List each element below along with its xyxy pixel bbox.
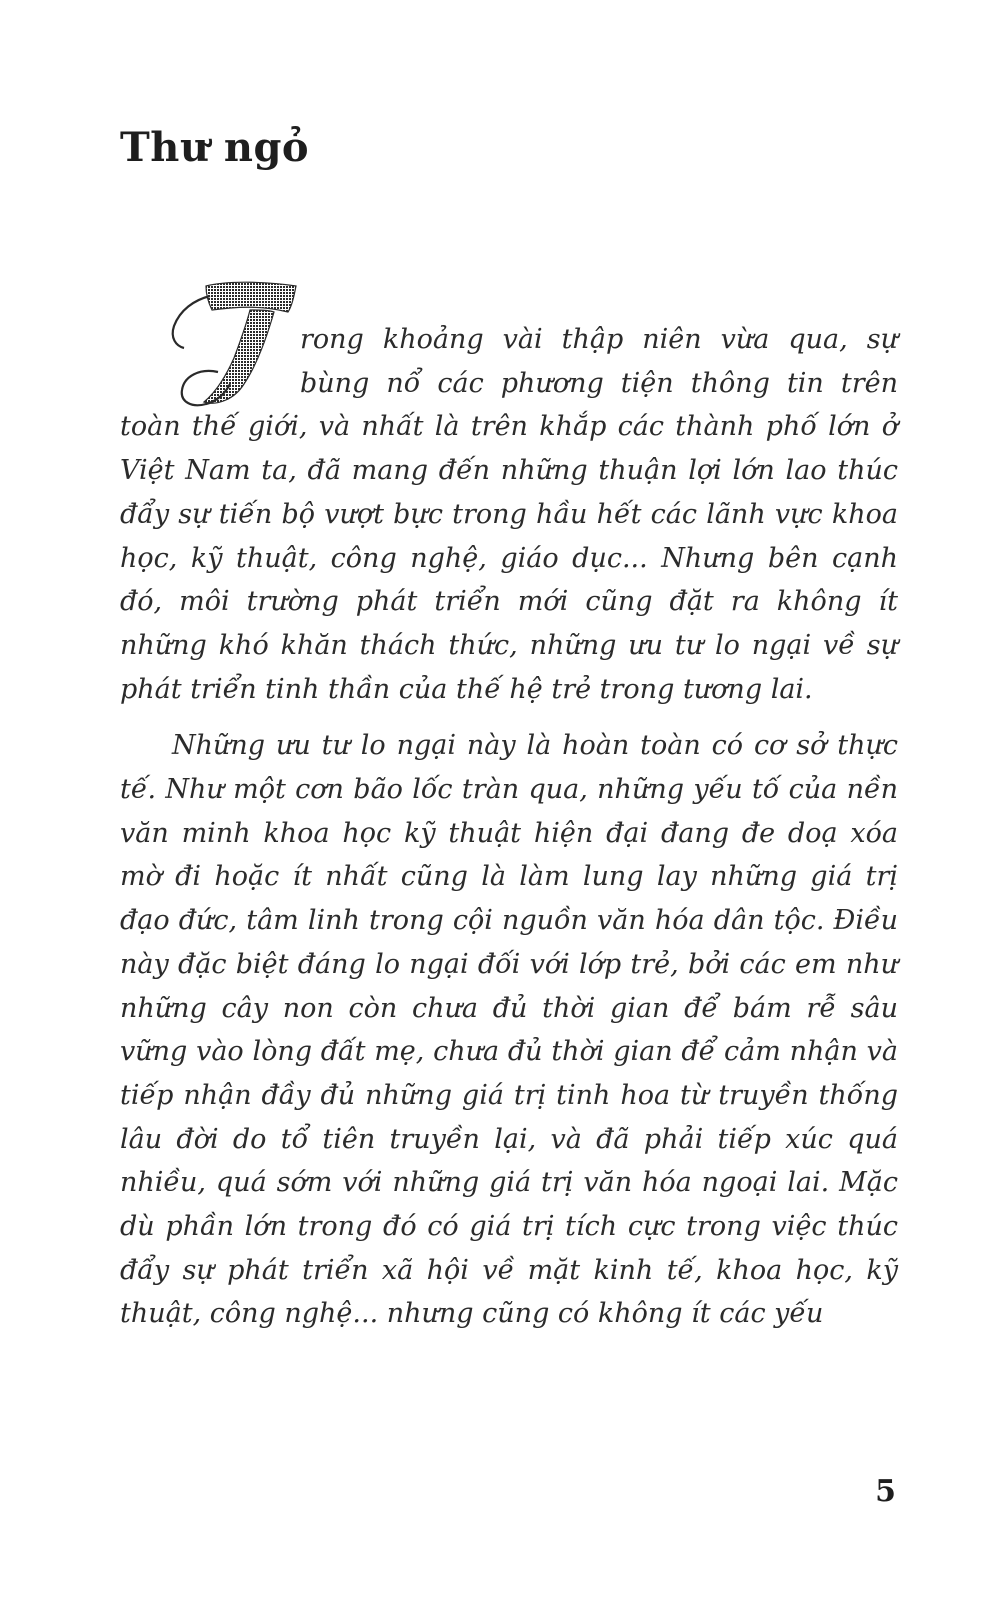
paragraph-1: [120, 318, 898, 711]
page-number: 5: [875, 1474, 896, 1509]
dropcap: [120, 318, 300, 398]
paragraph-2: Những ưu tư lo ngại này là hoàn toàn có cơ sở thực tế. Như một cơn bão lốc tràn qua, những yếu tố của nền văn minh khoa học kỹ thuật hiện đại đang đe doạ xóa mờ đi hoặc ít nhất cũng là làm lung lay những giá trị đạo đức, tâm linh trong cội nguồn văn hóa dân tộc. Điều này đặc biệt đáng lo ngại đối với lớp trẻ, bởi các em như những cây non còn chưa đủ thời gian để bám rễ sâu vững vào lòng đất mẹ, chưa đủ thời gian để cảm nhận và tiếp nhận đầy đủ những giá trị tinh hoa từ truyền thống lâu đời do tổ tiên truyền lại, và đã phải tiếp xúc quá nhiều, quá sớm với những giá trị văn hóa ngoại lai. Mặc dù phần lớn trong đó có giá trị tích cực trong việc thúc đẩy sự phát triển xã hội về mặt kinh tế, khoa học, kỹ thuật, công nghệ... nhưng cũng có không ít các yếu: [120, 730, 898, 1330]
dropcap-letter-t-icon: [160, 280, 300, 410]
page-title: Thư ngỏ: [120, 124, 310, 171]
paragraph-1-text: rong khoảng vài thập niên vừa qua, sự bùng nổ các phương tiện thông tin trên toàn thế giới, và nhất là trên khắp các thành phố lớn ở Việt Nam ta, đã mang đến những thuận lợi lớn lao thúc đẩy sự tiến bộ vượt bực trong hầu hết các lãnh vực khoa học, kỹ thuật, công nghệ, giáo dục... Nhưng bên cạnh đó, môi trường phát triển mới cũng đặt ra không ít những khó khăn thách thức, những ưu tư lo ngại về sự phát triển tinh thần của thế hệ trẻ trong tương lai.: [120, 324, 898, 705]
body-text: [120, 318, 898, 1336]
